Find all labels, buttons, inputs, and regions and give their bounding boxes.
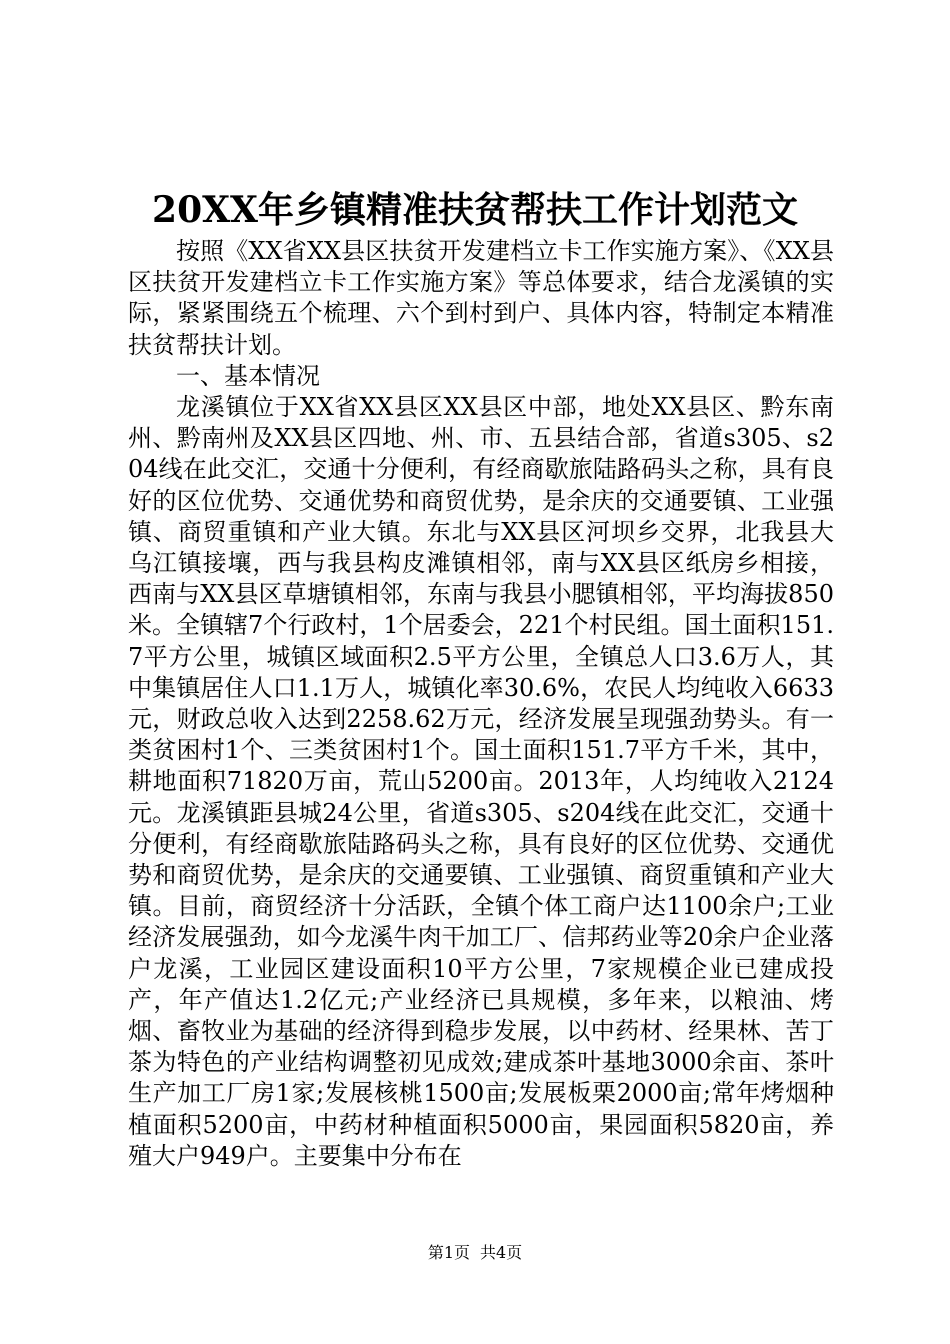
document-title: 20XX年乡镇精准扶贫帮扶工作计划范文	[152, 189, 798, 231]
page-footer	[0, 1242, 950, 1264]
intro-paragraph: 按照《XX省XX县区扶贫开发建档立卡工作实施方案》、《XX县区扶贫开发建档立卡工作实施方案》等总体要求，结合龙溪镇的实际，紧紧围绕五个梳理、六个到村到户、具体内容，特制定本精准扶贫帮扶计划。	[128, 237, 834, 359]
page-number: 第1页	[427, 1243, 470, 1262]
page-total: 共4页	[480, 1243, 523, 1262]
basic-situation-paragraph: 龙溪镇位于XX省XX县区XX县区中部，地处XX县区、黔东南州、黔南州及XX县区四地、州、市、五县结合部，省道s305、s204线在此交汇，交通十分便利，有经商歇旅陆路码头之称，具有良好的区位优势、交通优势和商贸优势，是余庆的交通要镇、工业强镇、商贸重镇和产业大镇。东北与XX县区河坝乡交界，北我县大乌江镇接壤，西与我县构皮滩镇相邻，南与XX县区纸房乡相接，西南与XX县区草塘镇相邻，东南与我县小腮镇相邻，平均海拔850米。全镇辖7个行政村，1个居委会，221个村民组。国土面积151.7平方公里，城镇区域面积2.5平方公里，全镇总人口3.6万人，其中集镇居住人口1.1万人，城镇化率30.6%，农民人均纯收入6633元，财政总收入达到2258.62万元，经济发展呈现强劲势头。有一类贫困村1个、三类贫困村1个。国土面积151.7平方千米，其中，耕地面积71820万亩，荒山5200亩。2013年，人均纯收入2124元。龙溪镇距县城24公里，省道s305、s204线在此交汇，交通十分便利，有经商歇旅陆路码头之称，具有良好的区位优势、交通优势和商贸优势，是余庆的交通要镇、工业强镇、商贸重镇和产业大镇。目前，商贸经济十分活跃，全镇个体工商户达1100余户;工业经济发展强劲，如今龙溪牛肉干加工厂、信邦药业等20余户企业落户龙溪，工业园区建设面积10平方公里，7家规模企业已建成投产，年产值达1.2亿元;产业经济已具规模，多年来，以粮油、烤烟、畜牧业为基础的经济得到稳步发展，以中药材、经果林、苦丁茶为特色的产业结构调整初见成效;建成茶叶基地3000余亩、茶叶生产加工厂房1家;发展核桃1500亩;发展板栗2000亩;常年烤烟种植面积5200亩，中药材种植面积5000亩，果园面积5820亩，养殖大户949户。主要集中分布在	[128, 393, 834, 1170]
section-heading-basic-situation: 一、基本情况	[176, 361, 320, 390]
document-body	[128, 236, 834, 1172]
